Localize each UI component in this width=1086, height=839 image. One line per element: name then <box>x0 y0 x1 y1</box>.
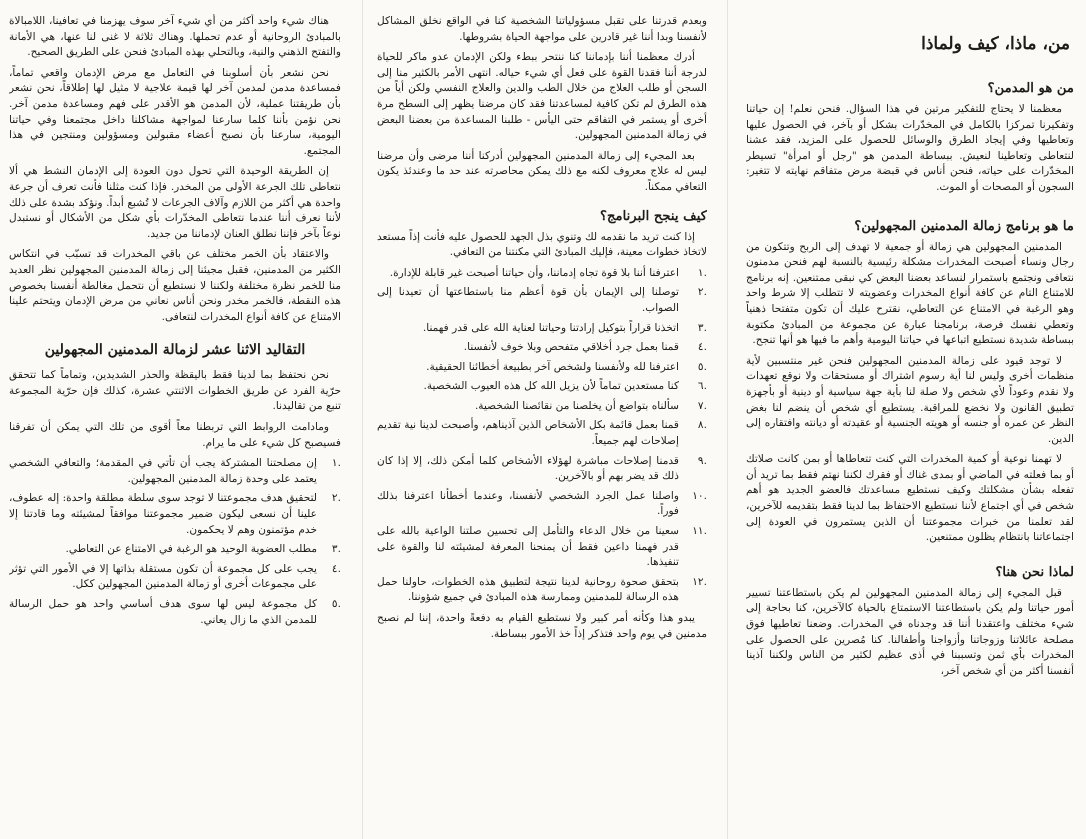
list-number: ١٠. <box>692 489 707 502</box>
list-text: إن مصلحتنا المشتركة يجب أن تأتي في المقدمة؛ والتعافي الشخصي يعتمد على وحدة زمالة المدمنين المجهولين. <box>9 457 317 485</box>
list-number: ٥. <box>697 360 707 373</box>
paragraph: لا توجد قيود على زمالة المدمنين المجهولين فنحن غير منتسبين لأية منظمات أخرى وليس لنا أية رسوم اشتراك أو مستحقات ولا نوقع تعهدات ولا نقدم وعوداً لأي شخص ولا صلة لنا بأية جهة سياسية أو دينية أو بأجهزة تطبيق القانون ولا نخضع للمراقبة. يستطيع أي شخص أن ينضم لنا بغض النظر عن عمره أو جنسه أو هويته الجنسية أو عقيدته أو ديانته وافتقاره إلى الدين. <box>746 354 1074 445</box>
list-text: قمنا بعمل قائمة بكل الأشخاص الذين آذيناهم، وأصبحت لدينا نية تقديم إصلاحات لهم جميعاً. <box>377 419 679 448</box>
list-item <box>377 285 707 316</box>
section-heading-why: لماذا نحن هنا؟ <box>995 564 1074 580</box>
list-item <box>377 340 707 356</box>
list-item <box>377 575 707 606</box>
paragraph: نحن نشعر بأن أسلوبنا في التعامل مع مرض الإدمان واقعي تماماً، فمساعدة مدمن لمدمن آخر لها قيمة علاجية لا مثيل لها إطلاقاً، نحن نشعر بأن طريقتنا عملية، لأن المدمن هو الأقدر على فهم ومساعدة مدمن آخر. نحن نؤمن بأننا كلما سارعنا لمواجهة مشاكلنا داخل مجتمعنا وفي حياتنا اليومية، سارعنا بأن نصبح أعضاء مقبولين ومسؤولين ومنتجين في هذا المجتمع. <box>9 66 341 157</box>
list-text: مطلب العضوية الوحيد هو الرغبة في الامتناع عن التعاطي. <box>65 543 317 556</box>
list-text: اعترفنا لله ولأنفسنا ولشخص آخر بطبيعة أخطائنا الحقيقية. <box>426 360 679 373</box>
list-item <box>377 266 707 282</box>
paragraph: يبدو هذا وكأنه أمر كبير ولا نستطيع القيام به دفعةً واحدة، إننا لم نصبح مدمنين في يوم واحد فتذكر إذاً خذ الأمور ببساطة. <box>377 612 707 640</box>
list-text: قمنا بعمل جرد أخلاقي متفحص وبلا خوف لأنفسنا. <box>463 341 679 354</box>
list-number: ١١. <box>692 525 707 538</box>
paragraph: بعد المجيء إلى زمالة المدمنين المجهولين أدركنا أننا مرضى وأن مرضنا ليس له علاج معروف لكنه مع ذلك يمكن محاصرته عند حد ما وعندئذ يكون التعافي ممكناً. <box>377 149 707 193</box>
list-number: ١. <box>697 266 707 279</box>
list-number: ٤. <box>331 562 341 575</box>
paragraph: والاعتقاد بأن الخمر مختلف عن باقي المخدرات قد تسبّب في انتكاس الكثير من المدمنين، فقبل مجيئنا إلى زمالة المدمنين المجهولين نظر العديد منا للخمر نظرة مختلفة ولكننا لا نستطيع أن نتحمل مغالطة أنفسنا بخصوص هذه النقطة، فالخمر مخدر ونحن أناس نعاني من مرض الإدمان ويتحتم علينا الامتناع عن كافة أنواع المخدرات لنتعافى. <box>9 248 341 323</box>
list-text: سعينا من خلال الدعاء والتأمل إلى تحسين صلتنا الواعية بالله على قدر فهمنا داعين فقط أن يمنحنا المعرفة لمشيئته لنا والقوة على تنفيذها. <box>377 525 679 569</box>
list-text: كنا مستعدين تماماً لأن يزيل الله كل هذه العيوب الشخصية. <box>423 380 679 393</box>
section-heading-what: ما هو برنامج زمالة المدمنين المجهولين؟ <box>854 218 1074 234</box>
list-text: واصلنا عمل الجرد الشخصي لأنفسنا، وعندما أخطأنا اعترفنا بذلك فوراً. <box>377 489 679 518</box>
list-item <box>9 456 341 487</box>
list-number: ١٢. <box>692 575 707 588</box>
paragraph: لا تهمنا نوعية أو كمية المخدرات التي كنت تتعاطاها أو بمن كانت صلاتك أو بما فعلته في الماضي أو بمدى غناك أو فقرك لكننا نهتم فقط بما تريد أن تفعله بشأن مشكلتك وكيف نستطيع مساعدتك فالعضو الجديد هو أهم شخص في أي اجتماع لأننا نستطيع الاحتفاظ بما لدينا فقط بتقديمه للآخرين، لقد تعلمنا من خبرات مجموعتنا أن الذين يستمرون في العودة إلى اجتماعاتنا بانتظام يظلون ممتنعين. <box>746 453 1074 544</box>
list-number: ٨. <box>697 419 707 432</box>
list-number: ٤. <box>697 341 707 354</box>
list-item <box>377 454 707 485</box>
list-item <box>377 489 707 520</box>
list-number: ٧. <box>697 399 707 412</box>
list-text: بتحقق صحوة روحانية لدينا نتيجة لتطبيق هذه الخطوات، حاولنا حمل هذه الرسالة للمدمنين وممارسة هذه المبادئ في جميع شؤوننا. <box>377 575 679 604</box>
paragraph: معظمنا لا يحتاج للتفكير مرتين في هذا السؤال. فنحن نعلم! إن حياتنا وتفكيرنا تمركزا بالكامل في المخدّرات بشكل أو بآخر، في الحصول عليها وتعاطيها وفي إيجاد الطرق والوسائل للحصول على المزيد، فقد عشنا لنتعاطى وتعاطينا لنعيش. ببساطة المدمن هو "رجل أو امرأة" تسيطر المخدّرات على حياته، فنحن أناس في قبضة مرض متفاقم نهايته لا تتغير: السجون أو المصحات أو الموت. <box>746 103 1074 193</box>
section-heading-how: كيف ينجح البرنامج؟ <box>600 208 707 224</box>
paragraph: قبل المجيء إلى زمالة المدمنين المجهولين لم يكن باستطاعتنا تسيير أمور حياتنا ولم يكن باستطاعتنا الاستمتاع بالحياة كالآخرين، كنا بحاجة إلى شيء مختلف واعتقدنا أننا قد وجدناه في المخدرات. وضعنا تعاطيها فوق مصلحة عائلاتنا وزوجاتنا وأزواجنا وأطفالنا. كنا مُصرين على الحصول على المخدرات بأي ثمن وتسببنا في أذى عظيم لكثير من الناس ولكننا آذينا أنفسنا أكثر من أي شخص آخر، <box>746 586 1074 677</box>
traditions-list <box>9 456 341 628</box>
column-right <box>746 14 1074 831</box>
list-text: يجب على كل مجموعة أن تكون مستقلة بذاتها إلا في الأمور التي تؤثر على مجموعات أخرى أو زمالة المدمنين المجهولين ككل. <box>9 562 317 591</box>
list-item <box>9 542 341 558</box>
fold-line <box>727 0 728 839</box>
list-number: ٩. <box>697 454 707 467</box>
list-item <box>377 360 707 376</box>
list-number: ١. <box>331 457 341 470</box>
paragraph: هناك شيء واحد أكثر من أي شيء آخر سوف يهزمنا في تعافينا، اللامبالاة بالمبادئ الروحانية أو عدم تحملها. وهناك ثلاثة لا غنى لنا عنها، هي الأمانة والتفتح الذهني والنية، وبالتحلي بهذه المبادئ فنحن على الطريق الصحيح. <box>9 15 341 59</box>
list-item <box>377 321 707 337</box>
paragraph: نحن نحتفظ بما لدينا فقط باليقظة والحذر الشديدين، وتماماً كما تتحقق حرّية الفرد عن طريق الخطوات الاثنتي عشرة، كذلك فإن حرّية المجموعة تنبع من تقاليدنا. <box>9 369 341 413</box>
fold-line <box>362 0 363 839</box>
list-text: سألناه بتواضع أن يخلصنا من نقائصنا الشخصية. <box>474 399 679 412</box>
list-item <box>9 597 341 628</box>
list-number: ٥. <box>331 598 341 610</box>
list-text: كل مجموعة ليس لها سوى هدف أساسي واحد هو حمل الرسالة للمدمن الذي ما زال يعاني. <box>9 598 317 626</box>
twelve-steps-list <box>377 266 707 606</box>
list-number: ٢. <box>331 492 341 505</box>
list-number: ٢. <box>697 286 707 299</box>
paragraph: المدمنين المجهولين هي زمالة أو جمعية لا تهدف إلى الربح وتتكون من رجال ونساء أصبحت المخدرات مشكلة رئيسية بالنسبة لهم فنحن مدمنون نتعافى ونجتمع باستمرار لنساعد بعضنا البعض كي نبقى ممتنعين. إنه برنامج للامتناع التام عن كافة أنواع المخدرات وعضويته لا تتطلب إلا شرط واحد وهو الرغبة في الامتناع عن التعاطي، نقترح عليك أن تكون متفتحا ذهنياً وتعطي نفسك فرصة، برنامجنا عبارة عن مجموعة من المبادئ مكتوبة ببساطة شديدة نستطيع اتباعها في حياتنا اليومية وأهم ما فيها هو أنها تنجح. <box>746 240 1074 347</box>
list-item <box>377 399 707 415</box>
list-text: توصلنا إلى الإيمان بأن قوة أعظم منا باستطاعتها أن تعيدنا إلى الصواب. <box>377 286 679 314</box>
paragraph: إن الطريقة الوحيدة التي تحول دون العودة إلى الإدمان النشط هي ألا نتعاطى تلك الجرعة الأولى من المخدر. فإذا كنت مثلنا فأنت تعرف أن جرعة واحدة هي أكثر من اللازم وآلاف الجرعات لا تُشبع أبداً. ونؤكد بشدة على ذلك لأننا نعرف أننا عندما نتعاطى المخدّرات بأي شكل من الأشكال أو نستبدل نوعاً بآخر فإننا نطلق العنان لإدماننا من جديد. <box>9 165 341 240</box>
column-left <box>9 14 341 831</box>
list-text: اعترفنا أننا بلا قوة تجاه إدماننا، وأن حياتنا أصبحت غير قابلة للإدارة. <box>389 266 679 279</box>
section-heading-who: من هو المدمن؟ <box>987 81 1074 96</box>
paragraph: وبعدم قدرتنا على تقبل مسؤولياتنا الشخصية كنا في الواقع نخلق المشاكل لأنفسنا وبدا أننا غير قادرين على مواجهة الحياة بشروطها. <box>377 15 707 43</box>
list-text: اتخذنا قراراً بتوكيل إرادتنا وحياتنا لعناية الله على قدر فهمنا. <box>422 321 679 334</box>
list-item <box>377 524 707 571</box>
paragraph: ومادامت الروابط التي تربطنا معاً أقوى من تلك التي يمكن أن تفرقنا فسيصبح كل شيء على ما يرام. <box>9 421 341 449</box>
paragraph: أدرك معظمنا أننا بإدماننا كنا ننتحر ببطء ولكن الإدمان عدو ماكر للحياة لدرجة أننا فقدنا القوة على فعل أي شيء حياله. انتهى الأمر بالكثير منا إلى السجن أو طلب العلاج من خلال الطب والدين والعلاج النفسي ولكن أياً من هذه الطرق لم تكن كافية لمساعدتنا فقد كان مرضنا يظهر إلى السطح مرة أخرى أو يستمر في التفاقم حتى اليأس - طلبنا المساعدة من بعضنا البعض في زمالة المدمنين المجهولين. <box>377 51 707 142</box>
list-text: قدمنا إصلاحات مباشرة لهؤلاء الأشخاص كلما أمكن ذلك، إلا إذا كان ذلك قد يضر بهم أو بالآخرين. <box>377 454 679 483</box>
section-heading-traditions: التقاليد الاثنا عشر لزمالة المدمنين المجهولين <box>44 342 306 359</box>
paragraph: إذا كنت تريد ما نقدمه لك وتنوي بذل الجهد للحصول عليه فأنت إذاً مستعد لاتخاذ خطوات معينة، فإليك المبادئ التي مكنتنا من التعافي. <box>377 230 707 259</box>
column-middle <box>377 14 707 831</box>
list-number: ٣. <box>697 321 707 334</box>
list-number: ٦. <box>697 380 707 393</box>
list-text: لتحقيق هدف مجموعتنا لا توجد سوى سلطة مطلقة واحدة: إله عطوف، علينا أن نسعى ليكون ضمير مجموعتنا موافقاً لمشيئته وما قادتنا إلا خدم مؤتمنون وهم لا يحكمون. <box>9 492 317 536</box>
list-item <box>9 562 341 593</box>
page-title: من، ماذا، كيف ولماذا <box>921 34 1070 54</box>
list-item <box>377 418 707 449</box>
list-item <box>9 491 341 538</box>
list-item <box>377 379 707 395</box>
list-number: ٣. <box>331 543 341 556</box>
